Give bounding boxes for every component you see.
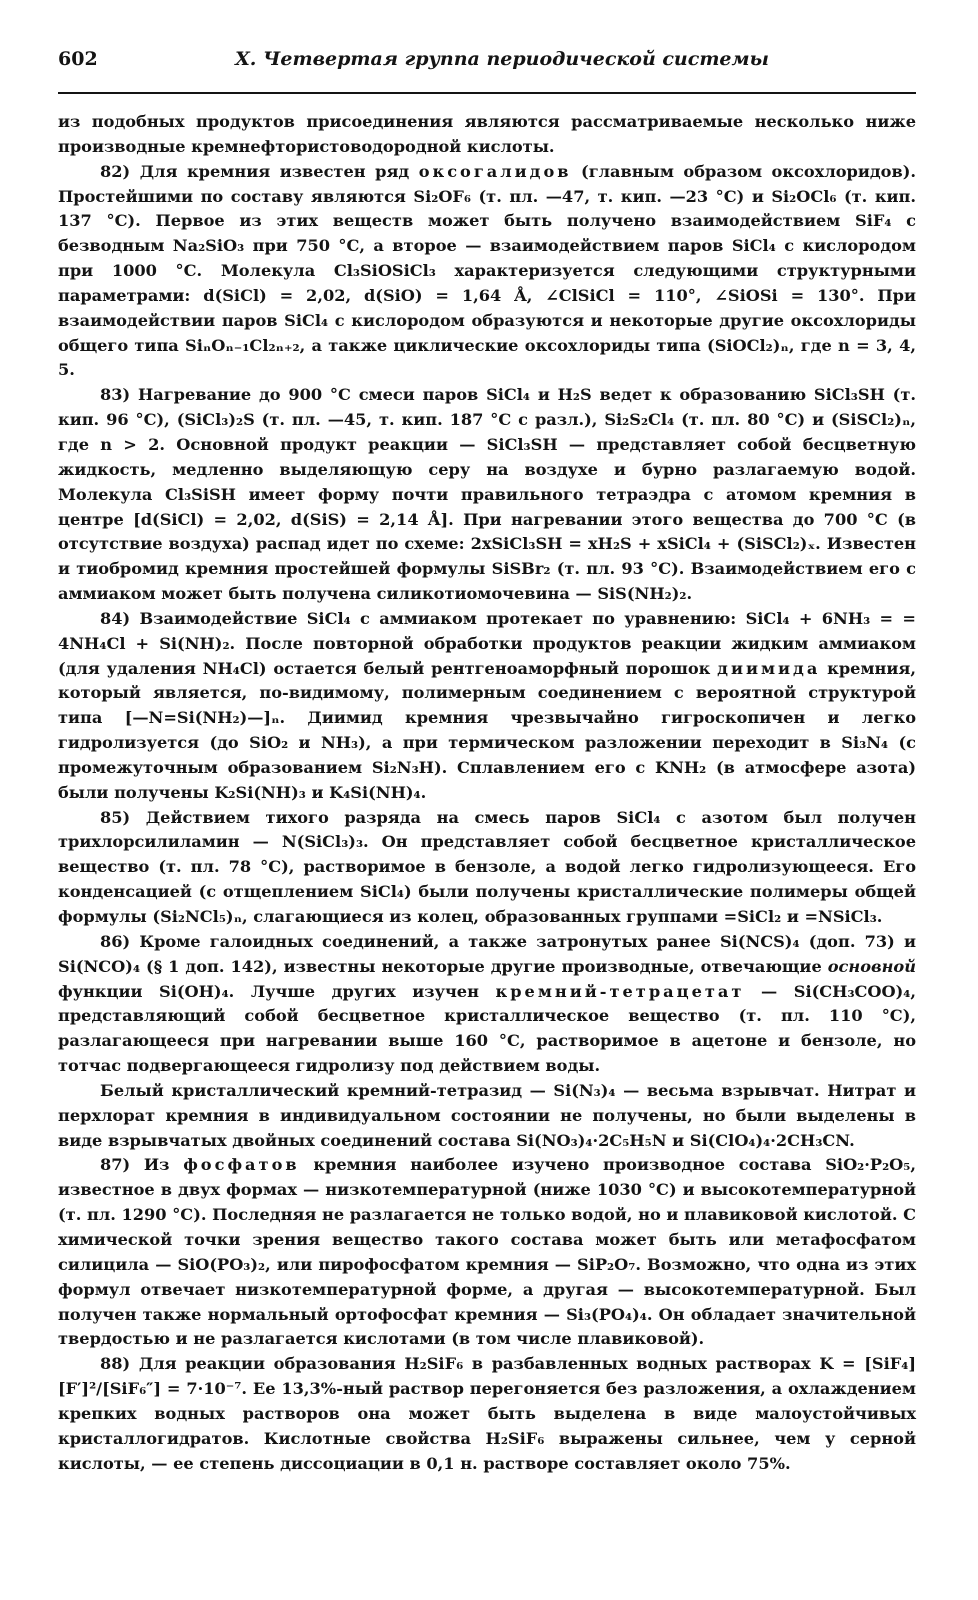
text-run: кремния наиболее изучено производное состава SiO₂·P₂O₅, известное в двух формах — низкотемпературной (ниже 1030 °С) и высокотемпературной (т. пл. 1290 °С). Последняя не разлагается не только водой, но и плавиковой кислотой. С химической точки зрения вещество такого состава может быть или метафосфатом силицила — SiO(PO₃)₂, или пирофосфатом кремния — SiP₂O₇. Возможно, что одна из этих формул отвечает низкотемпературной форме, а другая — высокотемпературной. Был получен также нормальный ортофосфат кремния — Si₃(PO₄)₄. Он обладает значительной твердостью и не разлагается кислотами (в том числе плавиковой). — [58, 1155, 916, 1349]
paragraph — [58, 1352, 916, 1476]
italic-term: основной — [827, 956, 916, 976]
text-run: — Si(CH₃COO)₄, представляющий собой бесцветное кристаллическое вещество (т. пл. 110 °С), разлагающееся при нагревании выше 160 °С, растворимое в ацетоне и бензоле, но тотчас подвергающееся гидролизу под действием воды. — [58, 981, 917, 1076]
text-run: 86) Кроме галоидных соединений, а также затронутых ранее Si(NCS)₄ (доп. 73) и Si(NCO)₄ (§ 1 доп. 142), известны некоторые другие производные, отвечающие — [58, 931, 916, 976]
paragraph — [58, 1079, 916, 1154]
paragraph — [58, 383, 916, 607]
text-run: 85) Действием тихого разряда на смесь паров SiCl₄ с азотом был получен трихлорсилиламин — N(SiCl₃)₃. Он представляет собой бесцветное кристаллическое вещество (т. пл. 78 °С), растворимое в бензоле, а водой легко гидролизующееся. Его конденсацией (с отщеплением SiCl₄) были получены кристаллические полимеры общей формулы (Si₂NCl₅)ₙ, слагающиеся из колец, образованных группами =SiCl₂ и =NSiCl₃. — [58, 807, 916, 926]
spaced-term: оксогалидов — [418, 161, 572, 181]
text-run: 82) Для кремния известен ряд — [100, 161, 419, 181]
text-run: кремния, который является, по-видимому, полимерным соединением с вероятной структурой типа [—N=Si(NH₂)—]ₙ. Диимид кремния чрезвычайно гигроскопичен и легко гидролизуется (до SiO₂ и NH₃), а при термическом разложении переходит в Si₃N₄ (с промежуточным образованием Si₂N₃H). Сплавлением его с KNH₂ (в атмосфере азота) были получены K₂Si(NH)₃ и K₄Si(NH)₄. — [58, 658, 916, 802]
paragraph — [58, 607, 916, 806]
paragraph — [58, 806, 916, 930]
spaced-term: фосфатов — [183, 1155, 300, 1175]
text-run: Белый кристаллический кремний-тетразид — Si(N₃)₄ — весьма взрывчат. Нитрат и перхлорат кремния в индивидуальном состоянии не получены, но были выделены в виде взрывчатых двойных соединений состава Si(NO₃)₄·2C₅H₅N и Si(ClO₄)₄·2CH₃CN. — [58, 1080, 916, 1150]
header-rule — [58, 92, 916, 94]
text-run: 83) Нагревание до 900 °С смеси паров SiCl₄ и H₂S ведет к образованию SiCl₃SH (т. кип. 96 °С), (SiCl₃)₂S (т. пл. —45, т. кип. 187 °С с разл.), Si₂S₂Cl₄ (т. пл. 80 °С) и (SiSCl₂)ₙ, где n > 2. Основной продукт реакции — SiCl₃SH — представляет собой бесцветную жидкость, медленно выделяющую серу на воздухе и бурно разлагаемую водой. Молекула Cl₃SiSH имеет форму почти правильного тетраэдра с атомом кремния в центре [d(SiCl) = 2,02, d(SiS) = 2,14 Å]. При нагревании этого вещества до 700 °С (в отсутствие воздуха) распад идет по схеме: 2xSiCl₃SH = xH₂S + xSiCl₄ + (SiSCl₂)ₓ. Известен и тиобромид кремния простейшей формулы SiSBr₂ (т. пл. 93 °С). Взаимодействием его с аммиаком может быть получена силикотиомочевина — SiS(NH₂)₂. — [58, 385, 916, 604]
spaced-term: кремний-тетрацетат — [495, 981, 745, 1001]
running-title: X. Четвертая группа периодической системы — [235, 48, 769, 70]
text-run: функции Si(OH)₄. Лучше других изучен — [58, 981, 496, 1001]
body-text — [58, 110, 916, 1476]
paragraph — [58, 160, 916, 384]
paragraph — [58, 1153, 916, 1352]
text-run: 84) Взаимодействие SiCl₄ с аммиаком протекает по уравнению: SiCl₄ + 6NH₃ = = 4NH₄Cl + Si(NH)₂. После повторной обработки продуктов реакции жидким аммиаком (для удаления NH₄Cl) остается белый рентгеноаморфный порошок — [58, 608, 916, 678]
spaced-term: диимида — [717, 658, 821, 678]
text-run: 87) Из — [100, 1155, 184, 1175]
text-run: (главным образом оксохлоридов). Простейшими по составу являются Si₂OF₆ (т. пл. —47, т. кип. —23 °С) и Si₂OCl₆ (т. кип. 137 °С). Первое из этих веществ может быть получено взаимодействием SiF₄ с безводным Na₂SiO₃ при 750 °С, а второе — взаимодействием паров SiCl₄ с кислородом при 1000 °С. Молекула Cl₃SiOSiCl₃ характеризуется следующими структурными параметрами: d(SiCl) = 2,02, d(SiO) = 1,64 Å, ∠ClSiCl = 110°, ∠SiOSi = 130°. При взаимодействии паров SiCl₄ с кислородом образуются и некоторые другие оксохлориды общего типа SiₙOₙ₋₁Cl₂ₙ₊₂, а также циклические оксохлориды типа (SiOCl₂)ₙ, где n = 3, 4, 5. — [58, 161, 916, 380]
paragraph — [58, 930, 916, 1079]
paragraph — [58, 110, 916, 160]
page-header — [58, 48, 916, 82]
text-run: 88) Для реакции образования H₂SiF₆ в разбавленных водных растворах K = [SiF₄][F′]²/[SiF₆″] = 7·10⁻⁷. Ее 13,3%-ный раствор перегоняется без разложения, а охлаждением крепких водных растворов она может быть выделена в виде малоустойчивых кристаллогидратов. Кислотные свойства H₂SiF₆ выражены сильнее, чем у серной кислоты, — ее степень диссоциации в 0,1 н. растворе составляет около 75%. — [58, 1354, 916, 1473]
text-run: из подобных продуктов присоединения являются рассматриваемые несколько ниже производные кремнефтористоводородной кислоты. — [58, 112, 916, 156]
page-number: 602 — [58, 48, 98, 70]
